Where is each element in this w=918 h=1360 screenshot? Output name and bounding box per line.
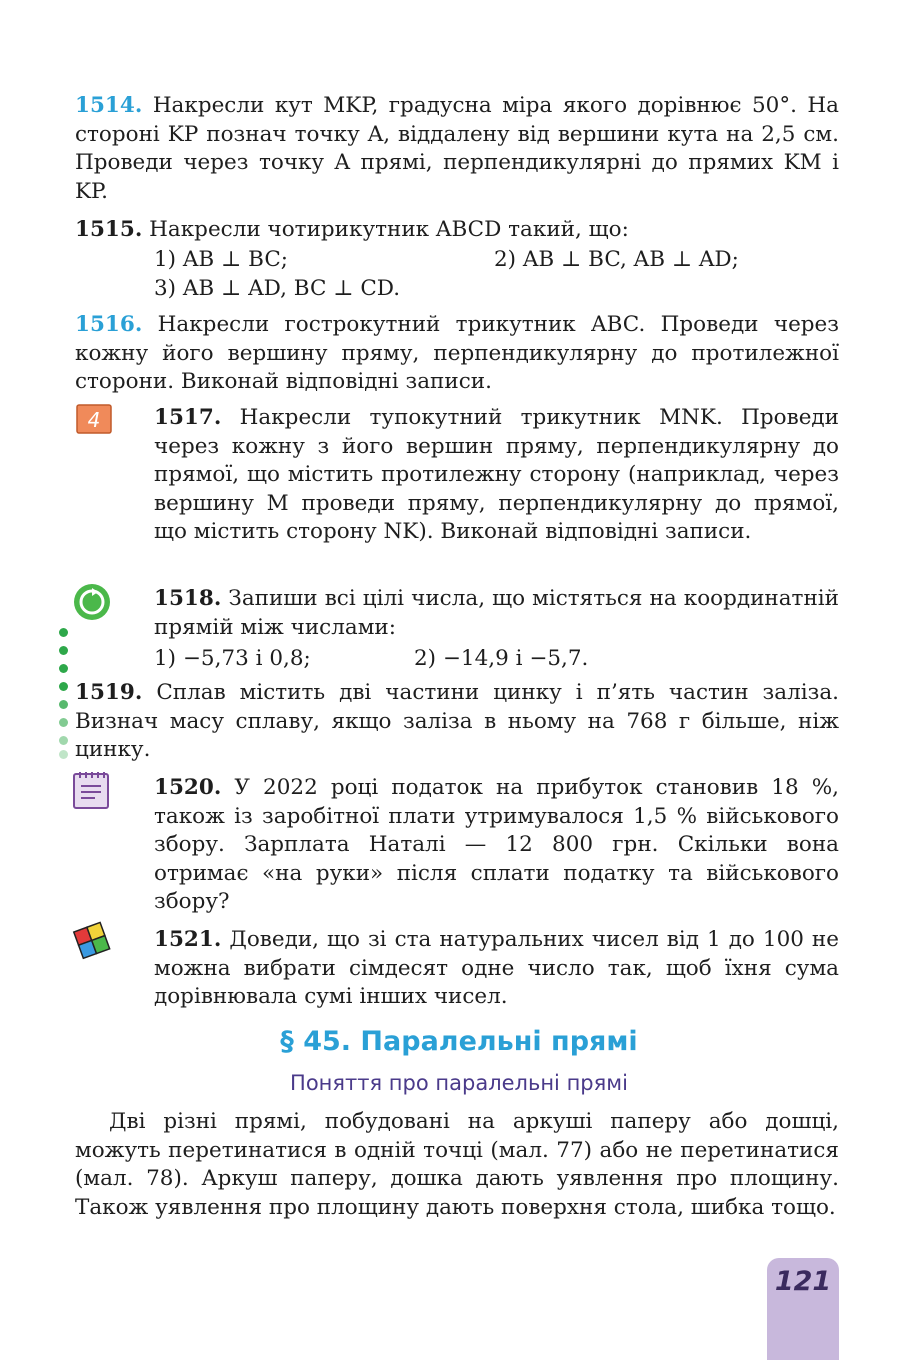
- exercise-number: 1515.: [75, 217, 143, 242]
- section-body-text: Дві різні прямі, побудовані на аркуші паперу або дошці, можуть перетинатися в одній точці (мал. 77) або не перетинатися (мал. 78). Аркуш паперу, дошка дають уявлення про площину. Також уявлення про площину дають поверхня стола, шибка тощо.: [75, 1109, 839, 1220]
- exercise-1517: [154, 404, 839, 547]
- exercise-1515-item-1: 1) AB ⊥ BC;: [154, 247, 289, 272]
- exercise-1518-item-2: 2) −14,9 і −5,7.: [414, 646, 589, 671]
- page-number: 121: [774, 1266, 832, 1297]
- decorative-dot: [59, 750, 68, 759]
- exercise-number: 1518.: [154, 586, 222, 611]
- exercise-text: У 2022 році податок на прибуток становив 18 %, також із заробітної плати утримувалося 1,5 % військового збору. Зарплата Наталі — 12 800 грн. Скільки вона отримає «на руки» після сплати податку та військового збору?: [154, 775, 839, 915]
- exercise-1518: [154, 585, 839, 642]
- notepad-icon: [72, 770, 110, 810]
- decorative-dot: [59, 682, 68, 691]
- exercise-text: Накресли чотирикутник ABCD такий, що:: [149, 217, 629, 242]
- exercise-text: Накресли тупокутний трикутник MNK. Проведи через кожну з його вершин пряму, перпендикулярну до прямої, що містить протилежну сторону (наприклад, через вершину M проведи пряму, перпендикулярну до прямої, що містить сторону NK). Виконай відповідні записи.: [154, 405, 839, 545]
- exercise-text: Накресли кут MKP, градусна міра якого дорівнює 50°. На стороні KP познач точку A, віддалену від вершини кута на 2,5 см. Проведи через точку A прямі, перпендикулярні до прямих KM і KP.: [75, 93, 839, 204]
- exercise-text: Запиши всі цілі числа, що містяться на координатній прямій між числами:: [154, 586, 839, 640]
- exercise-text: Накресли гострокутний трикутник ABC. Проведи через кожну його вершину пряму, перпендикулярну до протилежної сторони. Виконай відповідні записи.: [75, 312, 839, 395]
- exercise-number: 1520.: [154, 775, 222, 800]
- exercise-number: 1516.: [75, 312, 143, 337]
- exercise-number: 1521.: [154, 927, 222, 952]
- decorative-dot: [59, 700, 68, 709]
- exercise-1515-item-3: 3) AB ⊥ AD, BC ⊥ CD.: [154, 276, 401, 301]
- exercise-number: 1517.: [154, 405, 222, 430]
- exercise-1514: [75, 92, 839, 206]
- exercise-1516: [75, 311, 839, 397]
- rubiks-cube-icon: [72, 920, 114, 962]
- section-title: § 45. Паралельні прямі: [280, 1026, 638, 1057]
- exercise-number: 1514.: [75, 93, 143, 118]
- refresh-icon: [72, 582, 112, 622]
- decorative-dot: [59, 628, 68, 637]
- badge-4-icon: [76, 404, 112, 434]
- decorative-dot: [59, 736, 68, 745]
- exercise-text: Доведи, що зі ста натуральних чисел від 1 до 100 не можна вибрати сімдесят одне число так, щоб їхня сума дорівнювала сумі інших чисел.: [154, 927, 839, 1010]
- exercise-1519: [75, 679, 839, 765]
- exercise-1518-item-1: 1) −5,73 і 0,8;: [154, 646, 311, 671]
- exercise-1520: [154, 774, 839, 917]
- decorative-dot: [59, 718, 68, 727]
- exercise-text: Сплав містить дві частини цинку і п’ять частин заліза. Визнач масу сплаву, якщо заліза в ньому на 768 г більше, ніж цинку.: [75, 680, 839, 763]
- decorative-dot: [59, 646, 68, 655]
- exercise-1515-item-2: 2) AB ⊥ BC, AB ⊥ AD;: [494, 247, 739, 272]
- decorative-dot: [59, 664, 68, 673]
- exercise-1521: [154, 926, 839, 1012]
- page-number-tab: [767, 1258, 839, 1360]
- exercise-number: 1519.: [75, 680, 143, 705]
- badge-number: 4: [87, 408, 101, 432]
- subsection-title: Поняття про паралельні прямі: [290, 1071, 628, 1095]
- exercise-1515: [75, 216, 839, 245]
